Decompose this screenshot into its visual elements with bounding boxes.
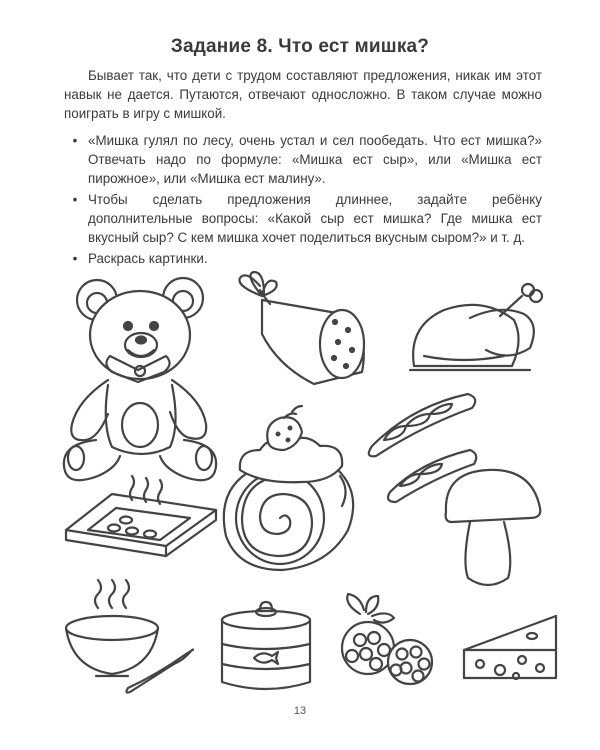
instruction-text: Чтобы сделать предложения длиннее, задайте ребёнку дополнительные вопросы: «Какой сыр ест мишка? Где мишка ест вкусный сыр? С кем мишка хочет поделиться вкусным сыром?» и т. д. [88,192,542,245]
teddy-bear-picture [64,278,216,480]
bean-pods-picture [369,394,476,502]
cheese-picture [464,616,556,679]
soup-bowl-picture [66,580,193,693]
instruction-text: «Мишка гулял по лесу, очень устал и сел пообедать. Что ест мишка?» Отвечать надо по формуле: «Мишка ест сыр», или «Мишка ест пирожное», или «Мишка ест малину». [88,133,542,186]
cake-roll-picture [224,406,353,570]
pizza-box-picture [66,476,216,556]
bullet-marker: • [72,251,78,266]
intro-paragraph: Бывает так, что дети с трудом составляют предложения, никак им этот навык не дается. Путаются, отвечают односложно. В таком случае можно поиграть в игру с мишкой. [64,68,542,121]
page-title: Задание 8. Что ест мишка? [170,36,430,57]
bullet-marker: • [72,192,78,207]
roast-chicken-picture [410,284,542,370]
bullet-marker: • [72,133,78,148]
sausage-picture [239,272,364,384]
tin-can-picture [222,602,310,689]
page-number: 13 [293,705,307,717]
instruction-text: Раскрась картинки. [88,251,208,266]
mushroom-picture [446,470,541,585]
raspberries-picture [342,594,432,684]
